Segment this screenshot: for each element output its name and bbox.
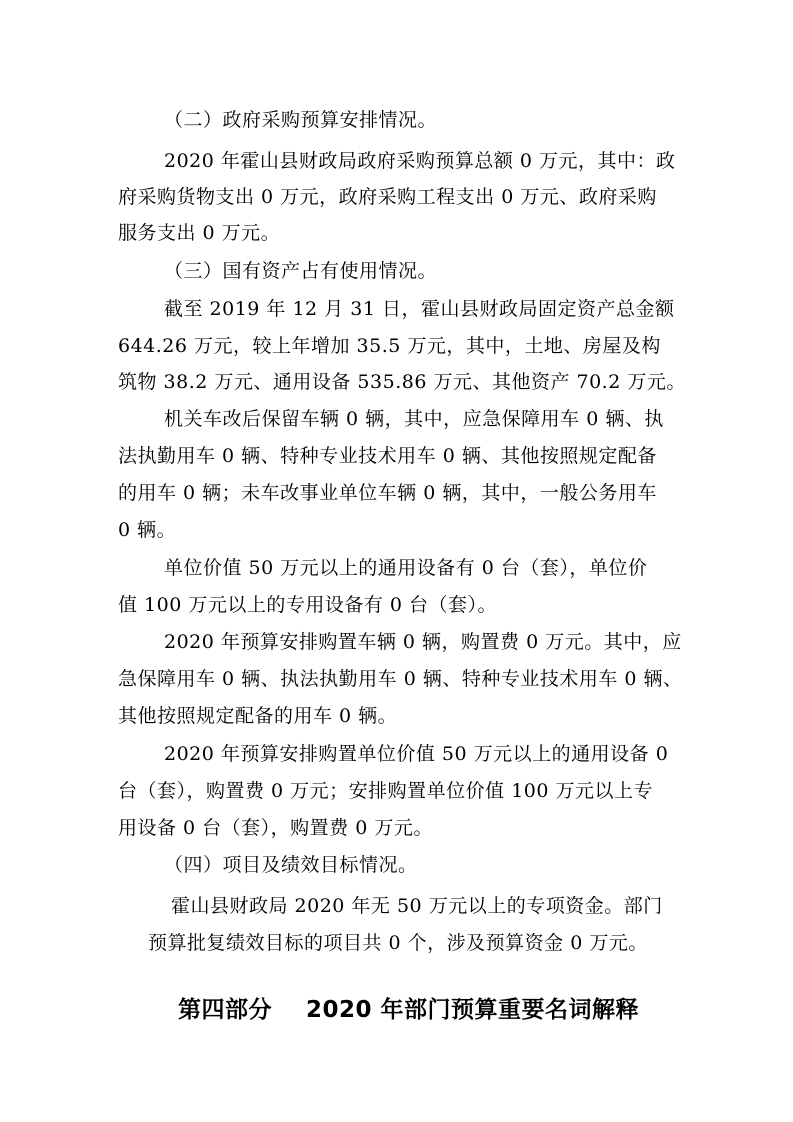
projects-text-line-1: 霍山县财政局 2020 年无 50 万元以上的专项资金。部门 <box>171 895 663 917</box>
vehicle-budget-text-line-3: 其他按照规定配备的用车 0 辆。 <box>118 705 398 727</box>
projects-text-line-2: 预算批复绩效目标的项目共 0 个，涉及预算资金 0 万元。 <box>148 932 648 954</box>
vehicles-text-line-4: 0 辆。 <box>118 519 177 541</box>
assets-text-line-3: 筑物 38.2 万元、通用设备 535.86 万元、其他资产 70.2 万元。 <box>118 371 686 393</box>
procurement-text-line-2: 府采购货物支出 0 万元，政府采购工程支出 0 万元、政府采购 <box>118 186 657 208</box>
vehicles-text-line-2: 法执勤用车 0 辆、特种专业技术用车 0 辆、其他按照规定配备 <box>118 445 657 467</box>
vehicles-text-line-1: 机关车改后保留车辆 0 辆，其中，应急保障用车 0 辆、执 <box>164 408 664 430</box>
part-4-title: 第四部分 2020 年部门预算重要名词解释 <box>178 997 640 1023</box>
equipment-text-line-1: 单位价值 50 万元以上的通用设备有 0 台（套），单位价 <box>164 557 648 579</box>
section-4-heading: （四）项目及绩效目标情况。 <box>164 854 418 876</box>
assets-text-line-2: 644.26 万元，较上年增加 35.5 万元，其中，土地、房屋及构 <box>118 335 661 357</box>
equipment-budget-text-line-3: 用设备 0 台（套），购置费 0 万元。 <box>118 817 433 839</box>
section-3-heading: （三）国有资产占有使用情况。 <box>164 260 438 282</box>
equipment-budget-text-line-2: 台（套），购置费 0 万元；安排购置单位价值 100 万元以上专 <box>118 780 654 802</box>
section-2-heading: （二）政府采购预算安排情况。 <box>164 109 438 131</box>
procurement-text-line-3: 服务支出 0 万元。 <box>118 222 281 244</box>
vehicles-text-line-3: 的用车 0 辆；未车改事业单位车辆 0 辆，其中，一般公务用车 <box>118 482 657 504</box>
equipment-budget-text-line-1: 2020 年预算安排购置单位价值 50 万元以上的通用设备 0 <box>164 743 669 765</box>
vehicle-budget-text-line-1: 2020 年预算安排购置车辆 0 辆，购置费 0 万元。其中，应 <box>164 631 682 653</box>
assets-text-line-1: 截至 2019 年 12 月 31 日，霍山县财政局固定资产总金额 <box>164 298 675 320</box>
equipment-text-line-2: 值 100 万元以上的专用设备有 0 台（套）。 <box>118 594 498 616</box>
vehicle-budget-text-line-2: 急保障用车 0 辆、执法执勤用车 0 辆、特种专业技术用车 0 辆、 <box>118 668 683 690</box>
procurement-text-line-1: 2020 年霍山县财政局政府采购预算总额 0 万元，其中：政 <box>164 150 676 172</box>
